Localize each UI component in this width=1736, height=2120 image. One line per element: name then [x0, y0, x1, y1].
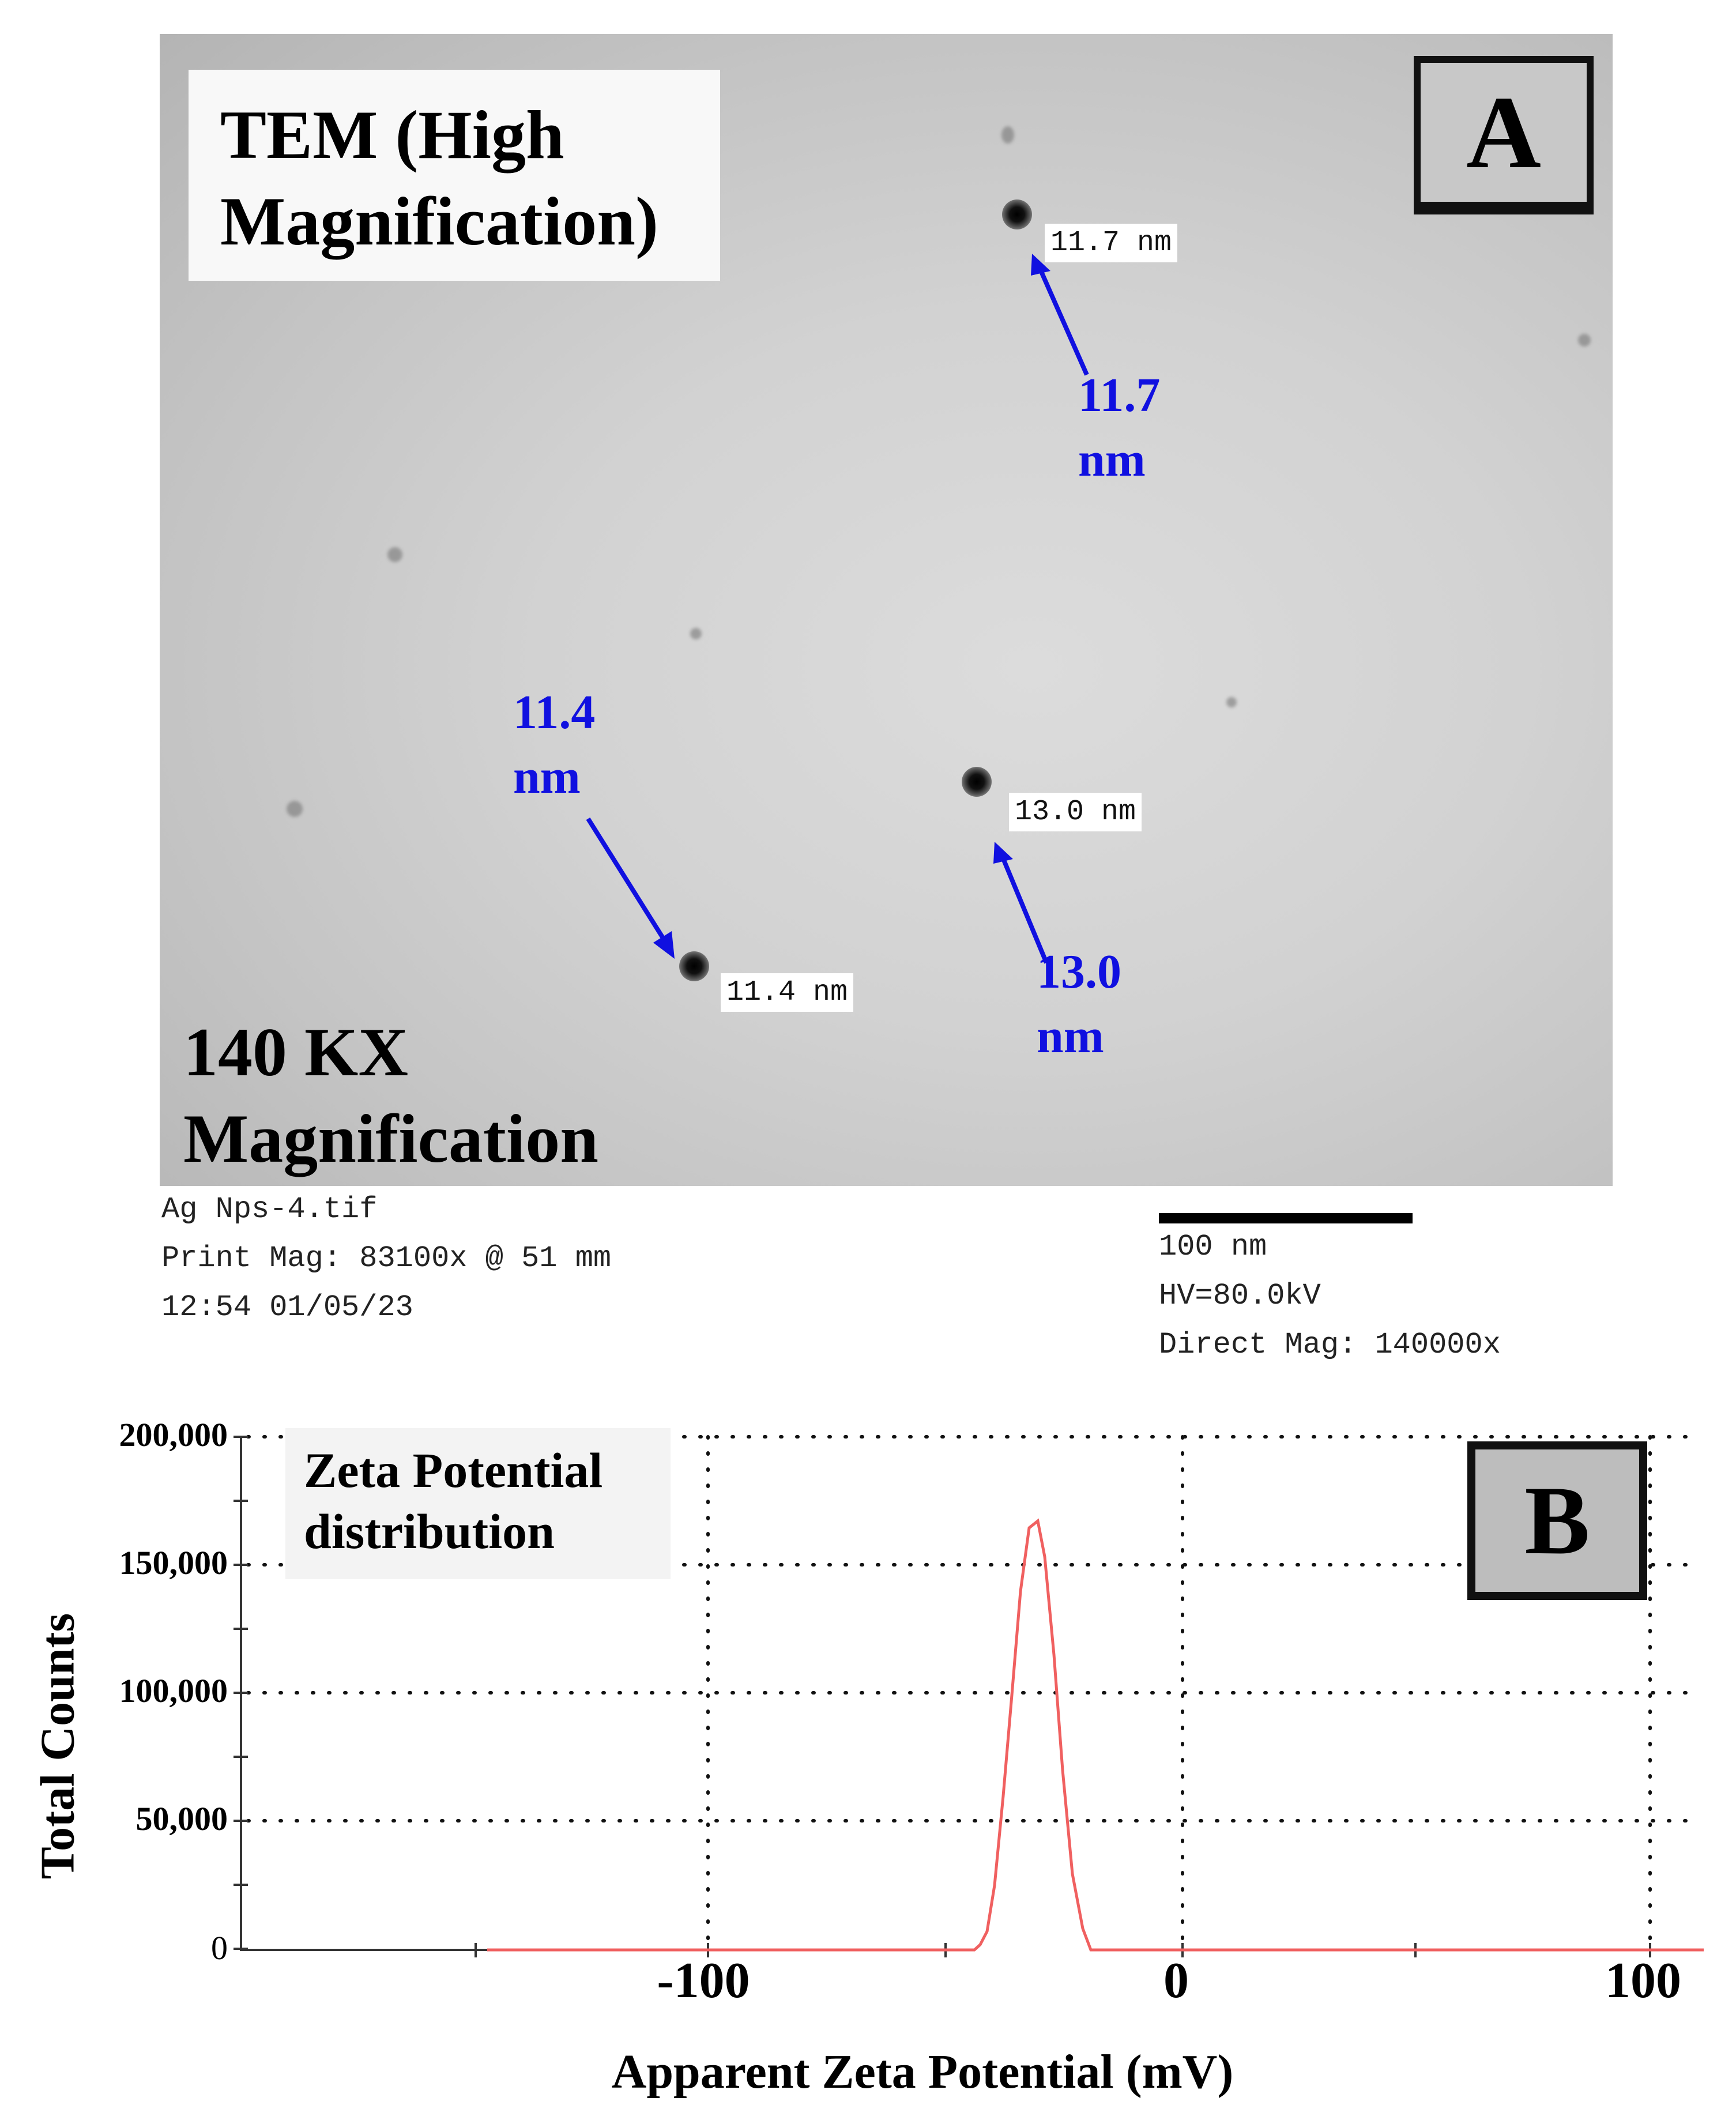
direct-mag: Direct Mag: 140000x	[1159, 1328, 1501, 1362]
y-tick: 200,000	[119, 1416, 228, 1454]
x-tick: 100	[1605, 1953, 1681, 2009]
x-tick: -100	[657, 1953, 750, 2009]
legend-line2: distribution	[304, 1504, 555, 1559]
panel-a-label: A	[1414, 56, 1594, 214]
y-axis-label: Total Counts	[31, 1613, 85, 1880]
high-voltage: HV=80.0kV	[1159, 1279, 1321, 1313]
y-tick: 0	[211, 1929, 228, 1967]
annotation-value: 11.4	[513, 686, 596, 739]
annotation-value: 13.0	[1037, 945, 1121, 999]
chart-legend-box	[285, 1428, 671, 1579]
tem-title-line1: TEM (High	[220, 96, 564, 173]
annotation-value: 11.7	[1078, 368, 1161, 422]
magnification-line1: 140 KX	[183, 1014, 408, 1090]
annotation-unit: nm	[1078, 433, 1146, 487]
scale-bar-label: 100 nm	[1159, 1230, 1267, 1264]
measure-label: 11.7 nm	[1045, 224, 1177, 262]
y-tick: 50,000	[135, 1800, 228, 1837]
file-name: Ag Nps-4.tif	[161, 1192, 378, 1226]
print-mag: Print Mag: 83100x @ 51 mm	[161, 1241, 612, 1275]
magnification-line2: Magnification	[183, 1100, 598, 1177]
tem-title-line2: Magnification)	[220, 183, 658, 259]
annotation-unit: nm	[1037, 1010, 1104, 1063]
timestamp: 12:54 01/05/23	[161, 1290, 413, 1324]
x-tick: 0	[1163, 1953, 1189, 2009]
measure-label: 11.4 nm	[721, 973, 853, 1012]
y-tick: 150,000	[119, 1544, 228, 1581]
y-tick: 100,000	[119, 1672, 228, 1709]
x-axis-label: Apparent Zeta Potential (mV)	[611, 2045, 1234, 2099]
panel-b-label: B	[1467, 1441, 1647, 1600]
legend-line1: Zeta Potential	[304, 1443, 603, 1498]
measure-label: 13.0 nm	[1009, 793, 1142, 831]
annotation-unit: nm	[513, 750, 581, 804]
